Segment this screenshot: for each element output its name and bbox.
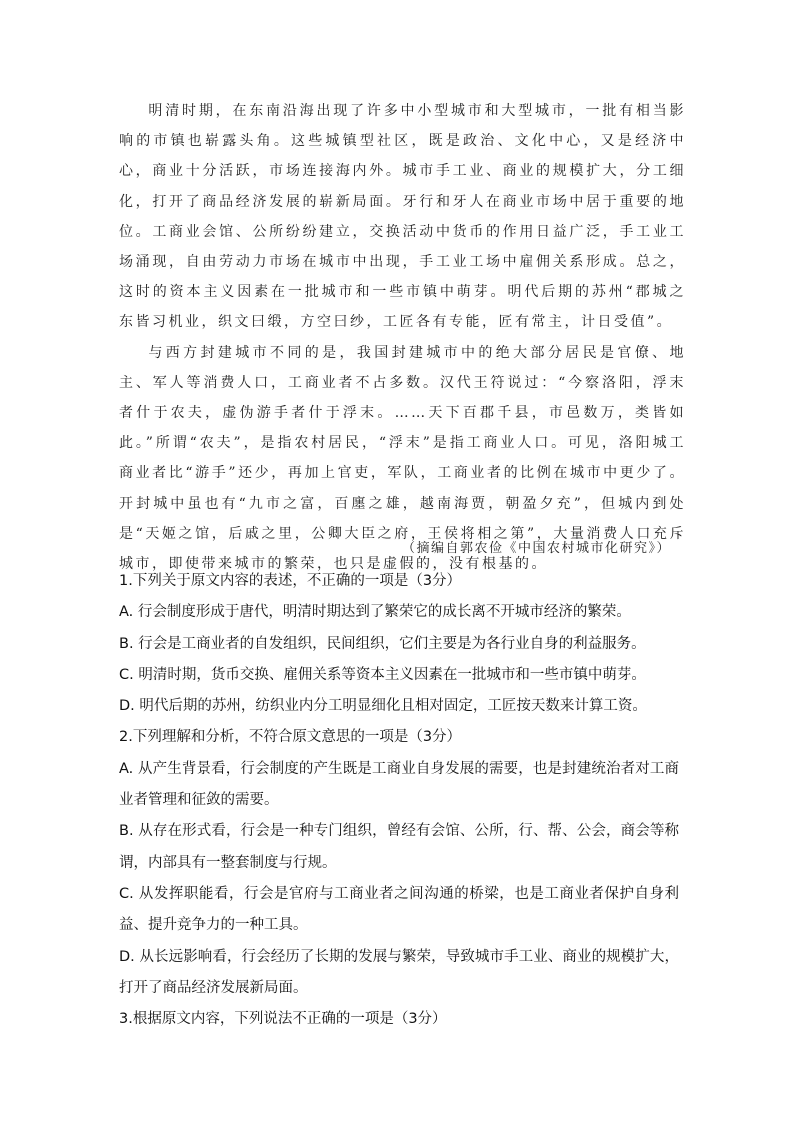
passage-source: （摘编自郭农俭《中国农村城市化研究》） bbox=[401, 541, 671, 556]
passage-paragraph-1: 明清时期，在东南沿海出现了许多中小型城市和大型城市，一批有相当影响的市镇也崭露头角。这些城镇型社区，既是政治、文化中心，又是经济中心，商业十分活跃，市场连接海内外。城市手工业、商业的规模扩大，分工细化，打开了商品经济发展的崭新局面。牙行和牙人在商业市场中居于重要的地位。工商业会馆、公所纷纷建立，交换活动中货币的作用日益广泛，手工业工场涌现，自由劳动力市场在城市中出现，手工业工场中雇佣关系形成。总之，这时的资本主义因素在一批城市和一些市镇中萌芽。明代后期的苏州“郡城之东皆习机业，织文曰缎，方空曰纱，工匠各有专能，匠有常主，计日受值”。 bbox=[119, 103, 686, 331]
question-3-stem: 3.根据原文内容，下列说法不正确的一项是（3分） bbox=[119, 1011, 447, 1028]
question-1-option-d: D. 明代后期的苏州，纺织业内分工明显细化且相对固定，工匠按天数来计算工资。 bbox=[119, 698, 647, 715]
question-1-option-a: A. 行会制度形成于唐代，明清时期达到了繁荣它的成长离不开城市经济的繁荣。 bbox=[119, 604, 631, 621]
question-2-option-d: D. 从长远影响看，行会经历了长期的发展与繁荣，导致城市手工业、商业的规模扩大，打开了商品经济发展新局面。 bbox=[119, 948, 679, 996]
question-2-stem: 2.下列理解和分析，不符合原文意思的一项是（3分） bbox=[119, 729, 462, 746]
question-2-option-a: A. 从产生背景看，行会制度的产生既是工商业自身发展的需要，也是封建统治者对工商业者管理和征敛的需要。 bbox=[119, 760, 679, 809]
question-1-stem: 1.下列关于原文内容的表述，不正确的一项是（3分） bbox=[119, 573, 462, 589]
reading-passage bbox=[119, 96, 686, 579]
question-2-option-c: C. 从发挥职能看，行会是官府与工商业者之间沟通的桥梁，也是工商业者保护自身利益、提升竞争力的一种工具。 bbox=[119, 885, 679, 934]
questions-section bbox=[119, 566, 679, 1035]
question-1-option-c: C. 明清时期，货币交换、雇佣关系等资本主义因素在一批城市和一些市镇中萌芽。 bbox=[119, 666, 646, 683]
question-1-option-b: B. 行会是工商业者的自发组织，民间组织，它们主要是为各行业自身的利益服务。 bbox=[119, 635, 646, 652]
passage-paragraph-2: 与西方封建城市不同的是，我国封建城市中的绝大部分居民是官僚、地主、军人等消费人口，工商业者不占多数。汉代王符说过：“今察洛阳，浮末者什于农夫，虚伪游手者什于浮末。……天下百郡千县，市邑数万，类皆如此。”所谓“农夫”，是指农村居民，“浮末”是指工商业人口。可见，洛阳城工商业者比“游手”还少，再加上官吏，军队，工商业者的比例在城市中更少了。开封城中虽也有“九市之富，百廛之雄，越南海贾，朝盈夕充”，但城内到处是“天姬之馆，后戚之里，公卿大臣之府，王侯将相之第”，大量消费人口充斥城市，即使带来城市的繁荣，也只是虚假的，没有根基的。 bbox=[119, 344, 686, 573]
question-2-option-b: B. 从存在形式看，行会是一种专门组织，曾经有会馆、公所，行、帮、公会，商会等称谓，内部具有一整套制度与行规。 bbox=[119, 823, 679, 871]
